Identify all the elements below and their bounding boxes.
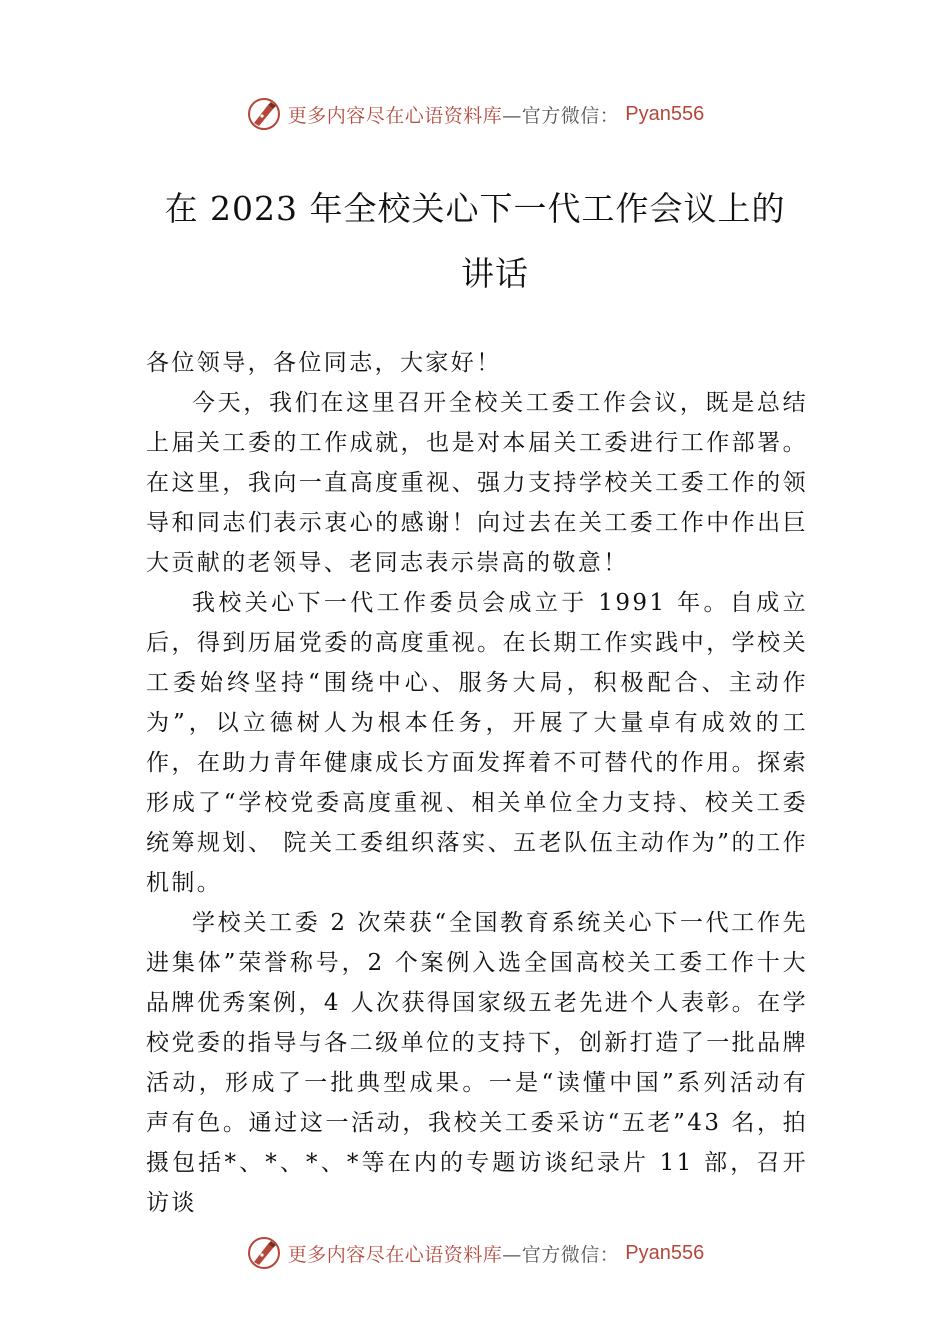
body-paragraph: 我校关心下一代工作委员会成立于 1991 年。自成立后，得到历届党委的高度重视。在长期工作实践中，学校关工委始终坚持“围绕中心、服务大局，积极配合、主动作为”，以立德树人为根本任务，开展了大量卓有成效的工作，在助力青年健康成长方面发挥着不可替代的作用。探索形成了“学校党委高度重视、相关单位全力支持、校关工委统筹规划、 院关工委组织落实、五老队伍主动作为”的工作机制。 <box>146 590 808 896</box>
watermark-text <box>288 101 620 128</box>
watermark-footer <box>0 1233 950 1273</box>
body-paragraph: 今天，我们在这里召开全校关工委工作会议，既是总结上届关工委的工作成就，也是对本届关工委进行工作部署。 在这里，我向一直高度重视、强力支持学校关工委工作的领导和同志们表示衷心的感谢！向过去在关工委工作中作出巨大贡献的老领导、老同志表示崇高的敬意！ <box>146 390 808 576</box>
document-body <box>146 343 808 1223</box>
watermark-wechat-id: Pyan556 <box>625 1241 705 1264</box>
body-paragraph: 学校关工委 2 次荣获“全国教育系统关心下一代工作先进集体”荣誉称号，2 个案例入选全国高校关工委工作十大品牌优秀案例，4 人次获得国家级五老先进个人表彰。在学校党委的指导与各二级单位的支持下，创新打造了一批品牌活动，形成了一批典型成果。一是“读懂中国”系列活动有声有色。通过这一活动，我校关工委采访“五老”43 名，拍摄包括*、*、*、*等在内的专题访谈纪录片 11 部，召开访谈 <box>146 910 808 1216</box>
pen-nib-logo-icon <box>246 1235 282 1271</box>
watermark-text <box>288 1240 620 1267</box>
watermark-header <box>0 94 950 134</box>
watermark-brand: 更多内容尽在心语资料库 <box>287 104 503 127</box>
pen-nib-logo-icon <box>246 96 282 132</box>
document-title-line-1: 在 2023 年全校关心下一代工作会议上的 <box>164 189 786 228</box>
document-title-line-2: 讲话 <box>461 254 529 293</box>
watermark-wechat-label: —官方微信： <box>502 104 620 127</box>
watermark-wechat-id: Pyan556 <box>625 102 705 125</box>
watermark-wechat-label: —官方微信： <box>502 1243 620 1266</box>
watermark-brand: 更多内容尽在心语资料库 <box>287 1243 503 1266</box>
salutation-paragraph: 各位领导，各位同志，大家好！ <box>146 350 502 376</box>
